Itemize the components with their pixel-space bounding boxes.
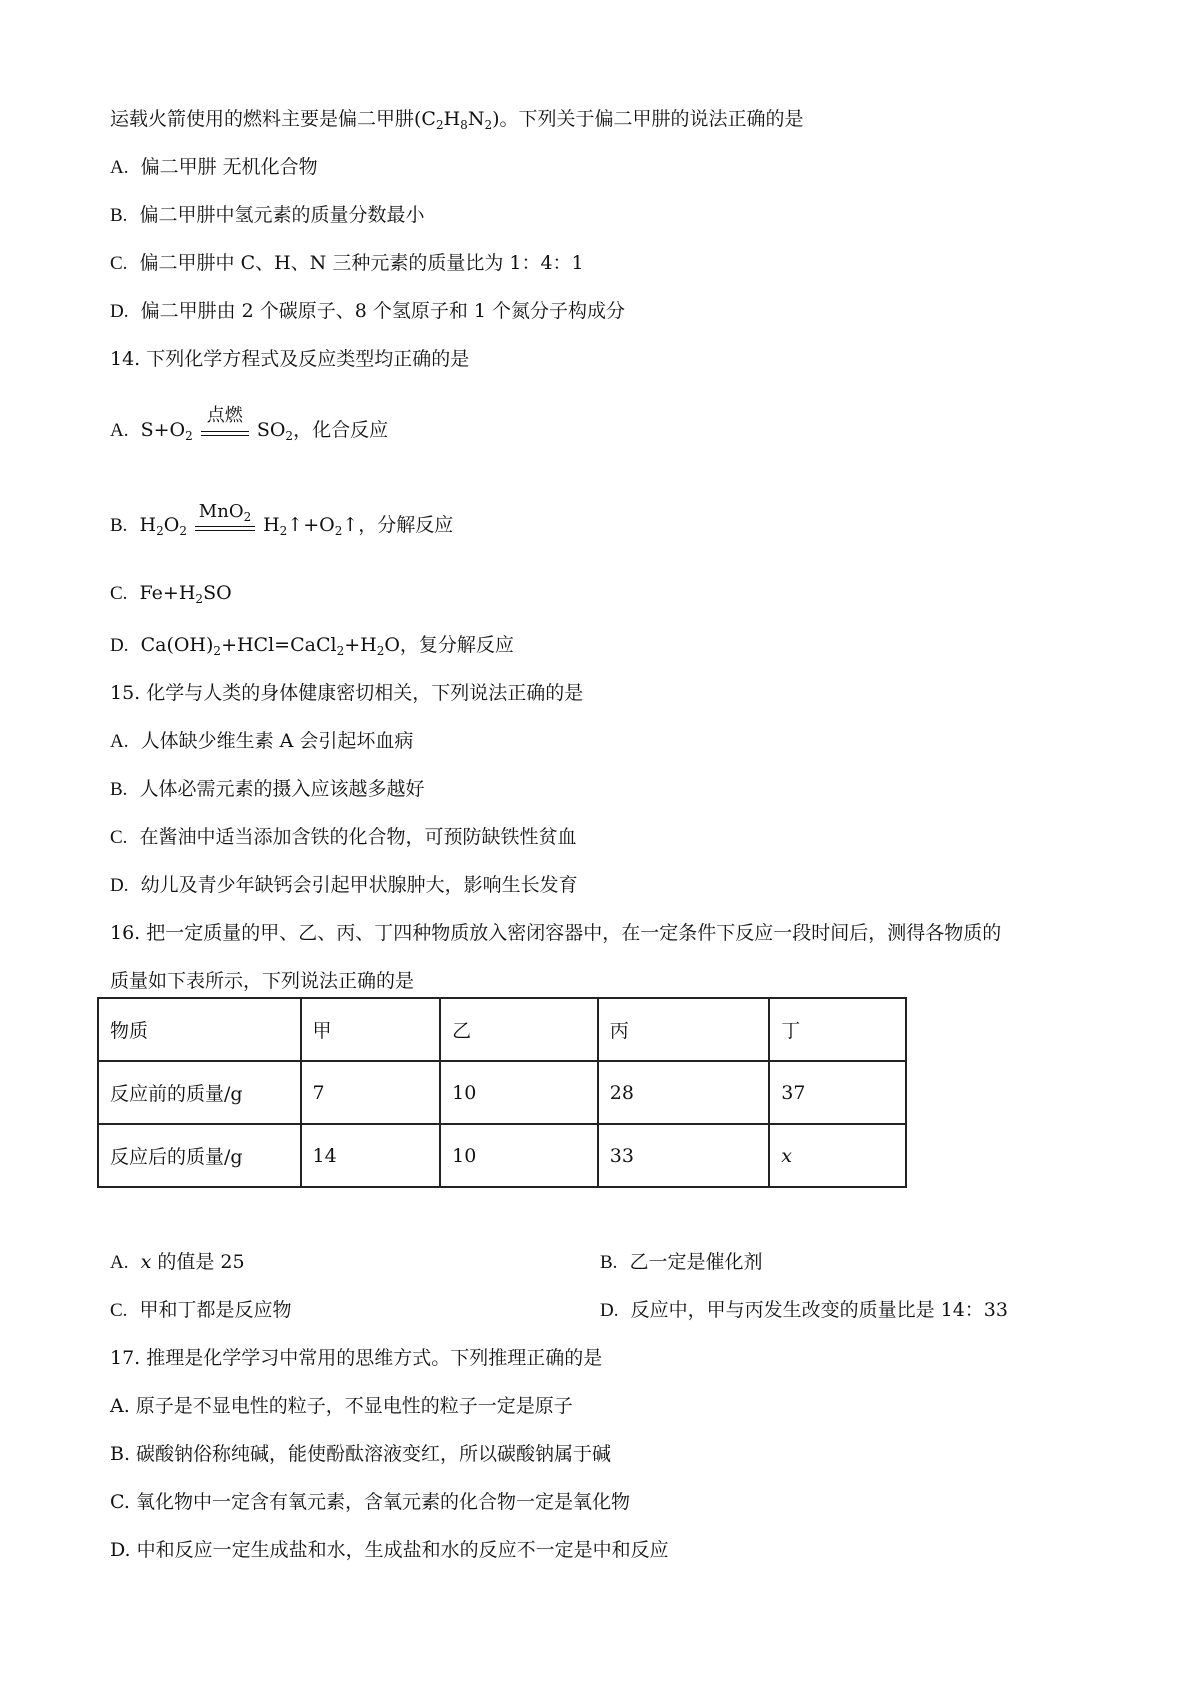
table-cell: 甲 bbox=[301, 998, 441, 1061]
table-cell: 10 bbox=[440, 1061, 598, 1124]
q15-option-a: A. 人体缺少维生素 A 会引起坏血病 bbox=[110, 730, 414, 752]
q14-option-c: C. $Fe+H_2SO$ bbox=[110, 582, 232, 606]
q14-option-b: B. $H_2O_2$ MnO$_2$ $H_2↑+O_2↑$，分解反应 bbox=[110, 501, 454, 538]
table-cell: 37 bbox=[769, 1061, 906, 1124]
q16-option-d: D. 反应中，甲与丙发生改变的质量比是 14：33 bbox=[600, 1299, 1008, 1321]
question-intro: 运载火箭使用的燃料主要是偏二甲肼$(C_2H_8N_2)$。下列关于偏二甲肼的说法正确的是 bbox=[110, 108, 804, 132]
q13-option-c: C. 偏二甲肼中 C、H、N 三种元素的质量比为 1：4：1 bbox=[110, 252, 584, 274]
reaction-condition: 点燃 bbox=[201, 419, 249, 441]
q16-option-a: A. x 的值是 25 bbox=[110, 1251, 245, 1273]
table-cell: 7 bbox=[301, 1061, 441, 1124]
q17-option-d: D. 中和反应一定生成盐和水，生成盐和水的反应不一定是中和反应 bbox=[110, 1539, 669, 1561]
q13-option-b: B. 偏二甲肼中氢元素的质量分数最小 bbox=[110, 204, 425, 226]
table-cell: 丁 bbox=[769, 998, 906, 1061]
q15-option-d: D. 幼儿及青少年缺钙会引起甲状腺肿大，影响生长发育 bbox=[110, 874, 578, 896]
q15-option-b: B. 人体必需元素的摄入应该越多越好 bbox=[110, 778, 425, 800]
q15-option-c: C. 在酱油中适当添加含铁的化合物，可预防缺铁性贫血 bbox=[110, 826, 577, 848]
table-cell: 物质 bbox=[98, 998, 301, 1061]
table-row-header bbox=[98, 998, 906, 1061]
q17-option-a: A. 原子是不显电性的粒子，不显电性的粒子一定是原子 bbox=[110, 1395, 573, 1417]
q14-stem: 14. 下列化学方程式及反应类型均正确的是 bbox=[110, 348, 470, 370]
q13-option-d: D. 偏二甲肼由 2 个碳原子、8 个氢原子和 1 个氮分子构成分 bbox=[110, 300, 626, 322]
table-cell: x bbox=[769, 1124, 906, 1187]
q14-option-d: D. $Ca(OH)_2+HCl=CaCl_2+H_2O$，复分解反应 bbox=[110, 634, 514, 658]
table-row-before bbox=[98, 1061, 906, 1124]
q17-stem: 17. 推理是化学学习中常用的思维方式。下列推理正确的是 bbox=[110, 1347, 603, 1369]
q14-option-a: A. $S+O_2$ 点燃 $SO_2$，化合反应 bbox=[110, 405, 389, 443]
q16-stem-line1: 16. 把一定质量的甲、乙、丙、丁四种物质放入密闭容器中，在一定条件下反应一段时间后，测得各物质的 bbox=[110, 922, 1002, 944]
q16-option-b: B. 乙一定是催化剂 bbox=[600, 1251, 763, 1273]
table-cell: 反应前的质量/g bbox=[98, 1061, 301, 1124]
table-cell: 28 bbox=[598, 1061, 770, 1124]
table-cell: 乙 bbox=[440, 998, 598, 1061]
table-cell: 丙 bbox=[598, 998, 770, 1061]
q15-stem: 15. 化学与人类的身体健康密切相关，下列说法正确的是 bbox=[110, 682, 584, 704]
reaction-catalyst: MnO$_2$ bbox=[195, 514, 255, 536]
table-cell: 14 bbox=[301, 1124, 441, 1187]
table-cell: 10 bbox=[440, 1124, 598, 1187]
mass-table bbox=[97, 997, 907, 1188]
table-cell: 反应后的质量/g bbox=[98, 1124, 301, 1187]
q17-option-c: C. 氧化物中一定含有氧元素，含氧元素的化合物一定是氧化物 bbox=[110, 1491, 630, 1513]
q13-option-a: A. 偏二甲肼 无机化合物 bbox=[110, 156, 318, 178]
q17-option-b: B. 碳酸钠俗称纯碱，能使酚酞溶液变红，所以碳酸钠属于碱 bbox=[110, 1443, 612, 1465]
q16-option-c: C. 甲和丁都是反应物 bbox=[110, 1299, 292, 1321]
q16-stem-line2: 质量如下表所示，下列说法正确的是 bbox=[110, 970, 415, 992]
table-row-after bbox=[98, 1124, 906, 1187]
table-cell: 33 bbox=[598, 1124, 770, 1187]
